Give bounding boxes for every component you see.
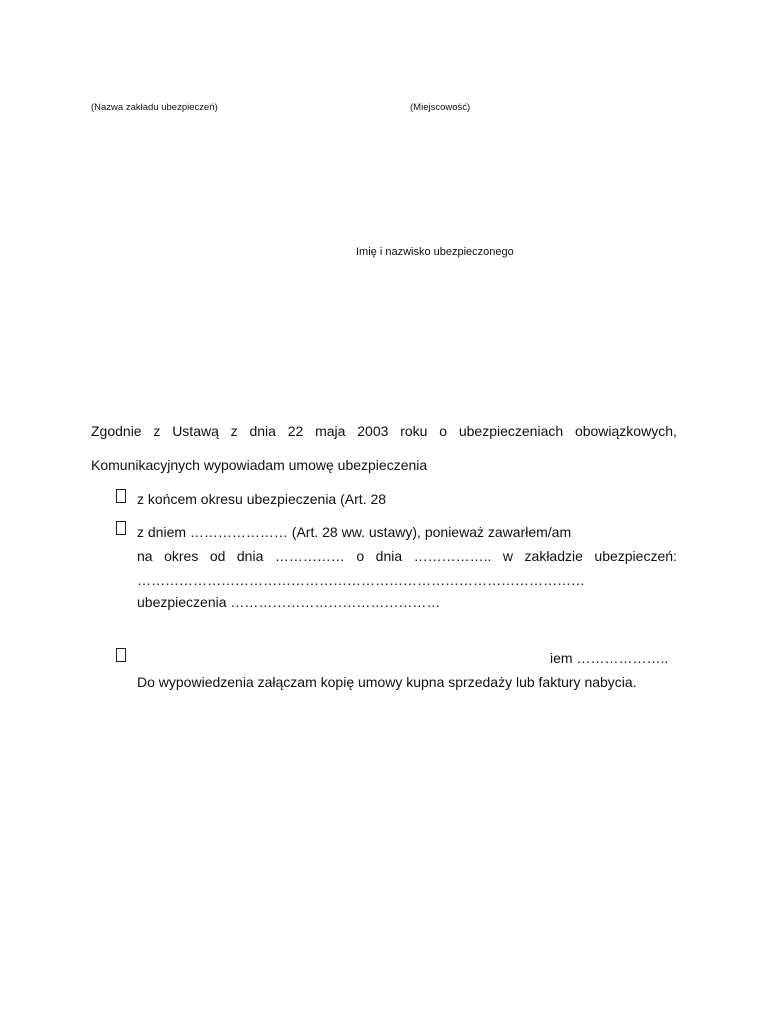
word: ubezpieczeń: [594,548,677,564]
word: na [137,548,153,564]
word: maja [315,423,346,439]
insurer-name-label: (Nazwa zakładu ubezpieczeń) [91,102,218,113]
word: Zgodnie [91,423,142,439]
option-other-right-text: iem ……………….. [550,650,669,666]
option-from-date-line-3: …………………………………………………………………………………… [137,572,585,588]
word: 22 [287,423,304,439]
option-from-date-line-1: z dniem ………………… (Art. 28 ww. ustawy), ponieważ zawarłem/am [137,524,572,540]
word: okres [164,548,199,564]
word: Ustawą [172,423,219,439]
option-from-date-line-4: ubezpieczenia ……………………………………… [137,594,441,610]
word: z [153,423,161,439]
word: ubezpieczeniach [458,423,564,439]
option-end-of-period-text: z końcem okresu ubezpieczenia (Art. 28 [137,491,387,507]
insured-name-label: Imię i nazwisko ubezpieczonego [356,246,514,258]
word: od [209,548,226,564]
intro-line-2: Komunikacyjnych wypowiadam umowę ubezpieczenia [91,457,428,473]
place-label: (Miejscowość) [410,102,471,113]
word: …………….. [413,548,492,564]
word: dnia [249,423,276,439]
word: o [439,423,448,439]
option-end-of-period-checkbox[interactable] [116,489,126,503]
word: 2003 [357,423,389,439]
word: dnia [375,548,403,564]
word: z [230,423,238,439]
option-from-date-checkbox[interactable] [116,521,126,535]
option-other-checkbox[interactable] [116,648,126,662]
word: roku [400,423,428,439]
intro-line-1 [91,423,677,439]
attachment-note: Do wypowiedzenia załączam kopię umowy kupna sprzedaży lub faktury nabycia. [137,674,637,690]
word: zakładzie [524,548,583,564]
word: obowiązkowych, [574,423,677,439]
word: dnia [236,548,264,564]
word: o [356,548,365,564]
word: …………… [274,548,345,564]
option-from-date-line-2 [137,548,677,564]
word: w [502,548,514,564]
